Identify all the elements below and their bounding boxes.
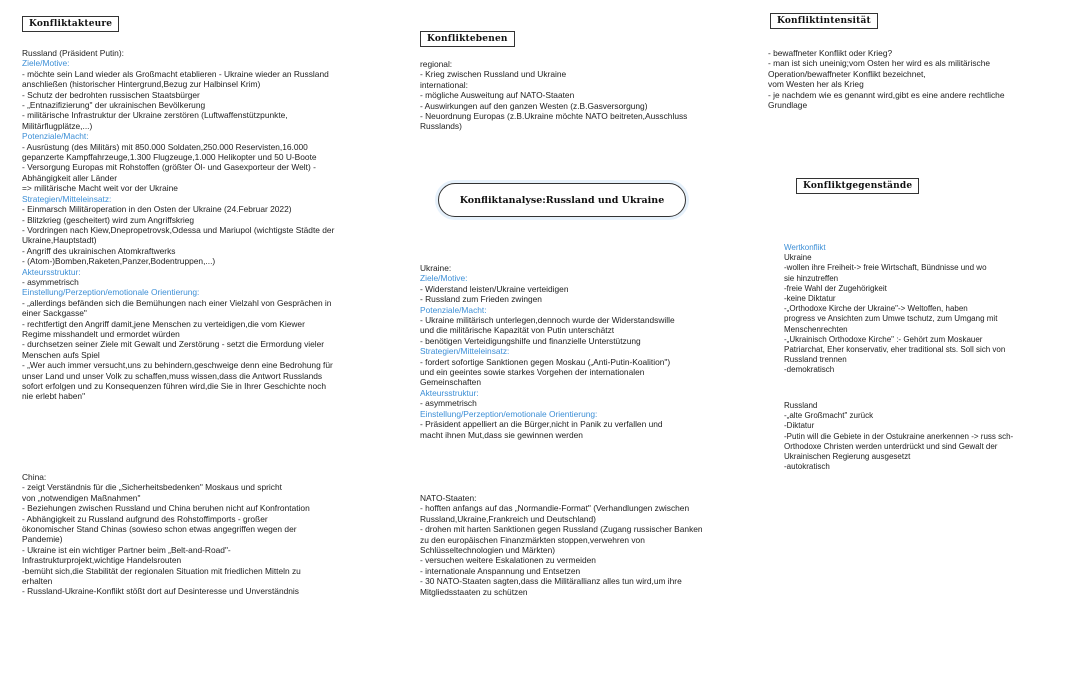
subheading: Ziele/Motive: bbox=[22, 58, 70, 69]
text-line: - „Wer auch immer versucht,uns zu behindern,geschweige denn eine Bedrohung für bbox=[22, 360, 333, 371]
text-line: - versuchen weitere Eskalationen zu vermeiden bbox=[420, 555, 596, 566]
text-line: Menschenrechten bbox=[784, 324, 848, 334]
text-line: -„Ukrainisch Orthodoxe Kirche" :- Gehört zum Moskauer bbox=[784, 334, 983, 344]
text-line: Mitgliedsstaaten zu schützen bbox=[420, 586, 528, 597]
subheading: Akteursstruktur: bbox=[22, 266, 81, 277]
text-line: - internationale Anspannung und Entsetzen bbox=[420, 565, 581, 576]
text-line: China: bbox=[22, 472, 47, 482]
text-line: - Abhängigkeit zu Russland aufgrund des Rohstoffimports - großer bbox=[22, 513, 268, 524]
title-cloud-konfliktanalyse: Konfliktanalyse:Russland und Ukraine bbox=[438, 183, 686, 217]
text-line: Ukrainischen Regierung ausgesetzt bbox=[784, 452, 911, 462]
text-line: - Beziehungen zwischen Russland und China beruhen nicht auf Konfrontation bbox=[22, 503, 310, 514]
text-line: progress ve Ansichten zum Umwe tschutz, zum Umgang mit bbox=[784, 314, 998, 324]
section-konfliktebenen bbox=[420, 59, 760, 132]
text-line: - Blitzkrieg (gescheitert) wird zum Angriffskrieg bbox=[22, 214, 195, 225]
text-line: erhalten bbox=[22, 576, 53, 587]
text-line: Infrastrukturprojekt,wichtige Handelsrouten bbox=[22, 555, 182, 566]
text-line: Orthodoxe Christen werden unterdrückt und sind Gewalt der bbox=[784, 441, 998, 451]
text-line: sie hinzutreffen bbox=[784, 273, 839, 283]
text-line: - benötigen Verteidigungshilfe und finanzielle Unterstützung bbox=[420, 335, 641, 346]
subheading: Akteursstruktur: bbox=[420, 387, 479, 398]
text-line: zu den europäischen Finanzmärkten stoppen,verwehren von bbox=[420, 534, 645, 545]
text-line: international: bbox=[420, 79, 468, 90]
text-line: - hofften anfangs auf das „Normandie-Format" (Verhandlungen zwischen bbox=[420, 503, 690, 514]
text-line: Russlands) bbox=[420, 121, 462, 132]
text-line: - asymmetrisch bbox=[22, 276, 79, 287]
text-line: Ukraine: bbox=[420, 263, 452, 273]
text-line: - je nachdem wie es genannt wird,gibt es eine andere rechtliche bbox=[768, 89, 1005, 100]
text-line: - durchsetzen seiner Ziele mit Gewalt und Zerstörung - setzt die Ermordung vieler bbox=[22, 339, 325, 350]
text-line: macht ihnen Mut,dass sie gewinnen werden bbox=[420, 429, 583, 440]
text-line: - möchte sein Land wieder als Großmacht etablieren - Ukraine wieder an Russland bbox=[22, 68, 329, 79]
text-line: Gemeinschaften bbox=[420, 377, 481, 388]
text-line: - zeigt Verständnis für die „Sicherheitsbedenken" Moskaus und spricht bbox=[22, 482, 282, 493]
tag-konfliktintensitaet: Konfliktintensität bbox=[770, 13, 878, 29]
text-line: -„alte Großmacht" zurück bbox=[784, 411, 874, 421]
text-line: - Ukraine militärisch unterlegen,dennoch wurde der Widerstandswille bbox=[420, 315, 675, 326]
text-line: - bewaffneter Konflikt oder Krieg? bbox=[768, 48, 893, 58]
subheading: Potenziale/Macht: bbox=[22, 131, 89, 142]
text-line: - „allerdings befänden sich die Bemühungen nach einer Vielzahl von Gesprächen in bbox=[22, 297, 332, 308]
text-line: und ein geeintes sowie starkes Vorgehen der internationalen bbox=[420, 367, 645, 378]
text-line: -„Orthodoxe Kirche der Ukraine"-> Weltoffen, haben bbox=[784, 304, 968, 314]
text-line: vom Westen her als Krieg bbox=[768, 79, 864, 90]
text-line: -Putin will die Gebiete in der Ostukraine anerkennen -> russ sch- bbox=[784, 431, 1014, 441]
section-wertkonflikt-ukraine bbox=[784, 243, 1074, 376]
subheading: Potenziale/Macht: bbox=[420, 304, 487, 315]
section-ukraine bbox=[420, 263, 760, 440]
text-line: Militärflugplätze,...) bbox=[22, 120, 93, 131]
text-line: - fordert sofortige Sanktionen gegen Moskau („Anti-Putin-Koalition") bbox=[420, 356, 671, 367]
text-line: - 30 NATO-Staaten sagten,dass die Militärallianz alles tun wird,um ihre bbox=[420, 576, 682, 587]
text-line: Menschen aufs Spiel bbox=[22, 349, 100, 360]
text-line: Abhängigkeit aller Länder bbox=[22, 172, 117, 183]
text-line: - (Atom-)Bomben,Raketen,Panzer,Bodentruppen,...) bbox=[22, 256, 216, 267]
text-line: -wollen ihre Freiheit-> freie Wirtschaft, Bündnisse und wo bbox=[784, 263, 987, 273]
text-line: - Russland zum Frieden zwingen bbox=[420, 294, 542, 305]
section-russland bbox=[22, 48, 402, 402]
tag-konfliktakteure: Konfliktakteure bbox=[22, 16, 119, 32]
text-line: - Krieg zwischen Russland und Ukraine bbox=[420, 69, 567, 80]
subheading: Strategien/Mitteleinsatz: bbox=[420, 346, 510, 357]
text-line: gepanzerte Kampffahrzeuge,1.300 Flugzeuge,1.000 Helikopter und 50 U-Boote bbox=[22, 152, 317, 163]
text-line: -keine Diktatur bbox=[784, 294, 836, 304]
text-line: - Angriff des ukrainischen Atomkraftwerks bbox=[22, 245, 176, 256]
subheading: Wertkonflikt bbox=[784, 243, 826, 252]
text-line: - Russland-Ukraine-Konflikt stößt dort auf Desinteresse und Unverständnis bbox=[22, 586, 299, 597]
text-line: -bemüht sich,die Stabilität der regionalen Situation mit friedlichen Mitteln zu bbox=[22, 565, 301, 576]
section-china bbox=[22, 472, 402, 597]
text-line: - rechtfertigt den Angriff damit,jene Menschen zu verteidigen,die vom Kiewer bbox=[22, 318, 305, 329]
text-line: -demokratisch bbox=[784, 365, 835, 375]
text-line: - man ist sich uneinig;vom Osten her wird es als militärische bbox=[768, 58, 991, 69]
text-line: - Widerstand leisten/Ukraine verteidigen bbox=[420, 283, 569, 294]
section-konfliktintensitaet bbox=[768, 48, 1068, 110]
text-line: Russland,Ukraine,Frankreich und Deutschland) bbox=[420, 513, 596, 524]
text-line: Russland trennen bbox=[784, 355, 847, 365]
text-line: Grundlage bbox=[768, 100, 808, 111]
subheading: Strategien/Mitteleinsatz: bbox=[22, 193, 112, 204]
text-line: und die militärische Kapazität von Putin unterschätzt bbox=[420, 325, 615, 336]
text-line: - Schutz der bedrohten russischen Staatsbürger bbox=[22, 89, 200, 100]
subheading: Ziele/Motive: bbox=[420, 273, 468, 284]
text-line: Patriarchat, Eher konservativ, eher traditional sts. Soll sich von bbox=[784, 345, 1006, 355]
text-line: -Diktatur bbox=[784, 421, 815, 431]
text-line: - militärische Infrastruktur der Ukraine zerstören (Luftwaffenstützpunkte, bbox=[22, 110, 288, 121]
text-line: Operation/bewaffneter Konflikt bezeichnet, bbox=[768, 68, 926, 79]
text-line: - Versorgung Europas mit Rohstoffen (größter Öl- und Gasexporteur der Welt) - bbox=[22, 162, 316, 173]
text-line: Regime misshandelt und ermordet würden bbox=[22, 328, 180, 339]
text-line: - Neuordnung Europas (z.B.Ukraine möchte NATO beitreten,Ausschluss bbox=[420, 111, 688, 122]
text-line: -freie Wahl der Zugehörigkeit bbox=[784, 283, 887, 293]
text-line: von „notwendigen Maßnahmen" bbox=[22, 492, 141, 503]
text-line: - Präsident appelliert an die Bürger,nicht in Panik zu verfallen und bbox=[420, 419, 663, 430]
text-line: - Vordringen nach Kiew,Dnepropetrovsk,Odessa und Mariupol (wichtigste Städte der bbox=[22, 224, 335, 235]
text-line: - mögliche Ausweitung auf NATO-Staaten bbox=[420, 90, 575, 101]
text-line: - Ukraine ist ein wichtiger Partner beim „Belt-and-Road"- bbox=[22, 544, 231, 555]
text-line: - drohen mit harten Sanktionen gegen Russland (Zugang russischer Banken bbox=[420, 524, 703, 535]
text-line: sofort erfolgen und zu Konsequenzen führen wird,die Sie in Ihrer Geschichte noch bbox=[22, 381, 327, 391]
tag-konfliktebenen: Konfliktebenen bbox=[420, 31, 515, 47]
text-line: - „Entnazifizierung" der ukrainischen Bevölkerung bbox=[22, 100, 206, 111]
subheading: Einstellung/Perzeption/emotionale Orientierung: bbox=[22, 287, 200, 298]
section-wertkonflikt-russland bbox=[784, 401, 1074, 472]
text-line: anschließen (historischer Hintergrund,Bezug zur Halbinsel Krim) bbox=[22, 79, 261, 90]
text-line: Ukraine bbox=[784, 253, 812, 263]
text-line: => militärische Macht weit vor der Ukraine bbox=[22, 183, 178, 194]
text-line: regional: bbox=[420, 59, 453, 69]
text-line: ökonomischer Stand Chinas (sowieso schon etwas angegriffen wegen der bbox=[22, 524, 297, 535]
tag-konfliktgegenstaende: Konfliktgegenstände bbox=[796, 178, 919, 194]
text-line: unser Land und unser Volk zu schaffen,muss wissen,dass die Antwort Russlands bbox=[22, 370, 323, 381]
text-line: NATO-Staaten: bbox=[420, 493, 477, 503]
text-line: - Einmarsch Militäroperation in den Osten der Ukraine (24.Februar 2022) bbox=[22, 204, 292, 215]
text-line: Ukraine,Hauptstadt) bbox=[22, 235, 97, 246]
text-line: Russland bbox=[784, 401, 818, 410]
section-nato-staaten bbox=[420, 493, 760, 597]
text-line: Pandemie) bbox=[22, 534, 63, 545]
text-line: -autokratisch bbox=[784, 462, 830, 472]
subheading: Einstellung/Perzeption/emotionale Orientierung: bbox=[420, 408, 598, 419]
text-line: nie erlebt haben" bbox=[22, 391, 86, 402]
text-line: - Ausrüstung (des Militärs) mit 850.000 Soldaten,250.000 Reservisten,16.000 bbox=[22, 141, 308, 152]
text-line: Schlüsseltechnologien und Märkten) bbox=[420, 545, 556, 556]
text-line: einer Sackgasse" bbox=[22, 308, 87, 319]
text-line: - Auswirkungen auf den ganzen Westen (z.B.Gasversorgung) bbox=[420, 100, 648, 111]
text-line: - asymmetrisch bbox=[420, 398, 477, 409]
text-line: Russland (Präsident Putin): bbox=[22, 48, 124, 58]
